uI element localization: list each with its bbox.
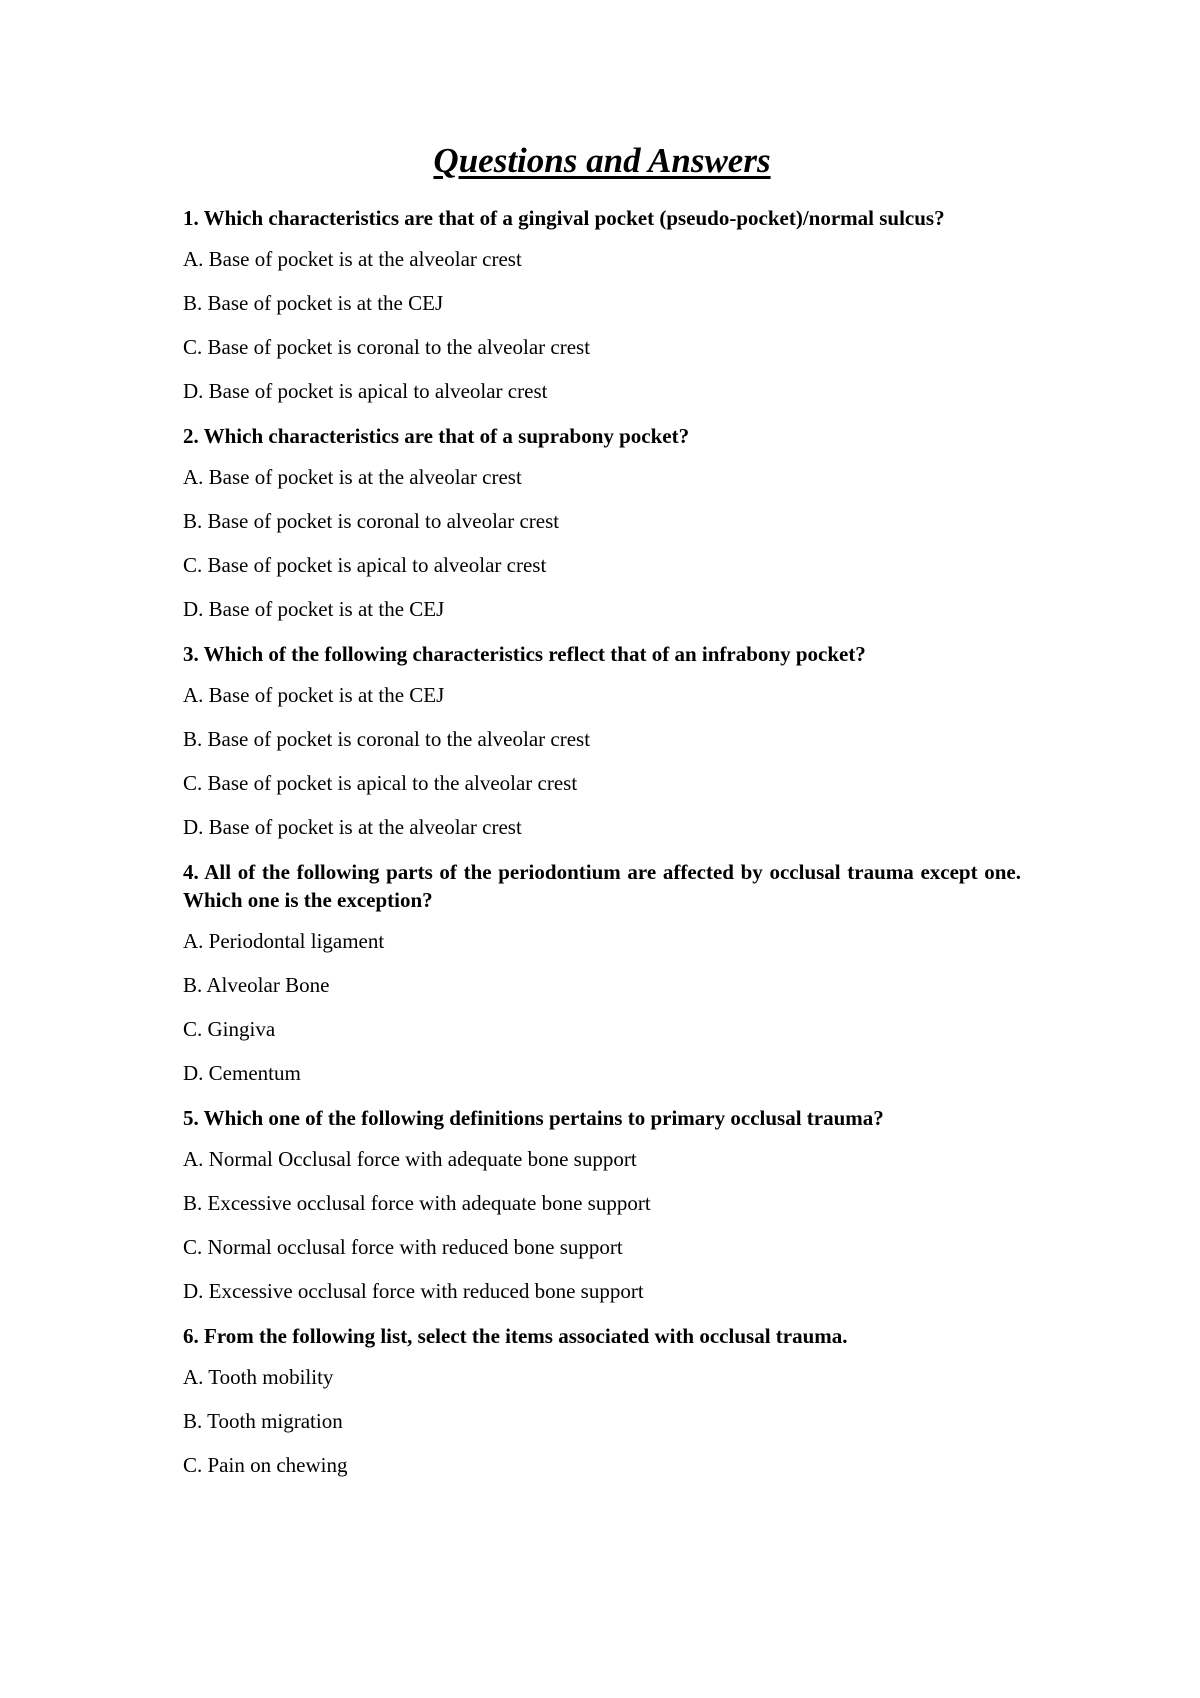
answer-option: A. Base of pocket is at the CEJ bbox=[183, 683, 445, 707]
question-text: 1. Which characteristics are that of a gingival pocket (pseudo-pocket)/normal sulcus? bbox=[183, 206, 945, 230]
answer-option: D. Base of pocket is at the CEJ bbox=[183, 597, 445, 621]
question-text: 6. From the following list, select the items associated with occlusal trauma. bbox=[183, 1324, 848, 1348]
answer-option: B. Base of pocket is coronal to alveolar crest bbox=[183, 509, 560, 533]
answer-option: B. Excessive occlusal force with adequate bone support bbox=[183, 1191, 651, 1215]
page-title: Questions and Answers bbox=[433, 141, 771, 180]
question-block-6 bbox=[183, 1322, 1021, 1478]
question-block-5 bbox=[183, 1104, 1021, 1304]
answer-option: D. Cementum bbox=[183, 1061, 301, 1085]
answer-option: C. Base of pocket is apical to the alveolar crest bbox=[183, 771, 578, 795]
answer-option: B. Alveolar Bone bbox=[183, 973, 330, 997]
answer-option: C. Base of pocket is apical to alveolar crest bbox=[183, 553, 547, 577]
answer-option: B. Base of pocket is at the CEJ bbox=[183, 291, 444, 315]
answer-option: A. Base of pocket is at the alveolar crest bbox=[183, 247, 522, 271]
answer-option: D. Excessive occlusal force with reduced bone support bbox=[183, 1279, 644, 1303]
answer-option: D. Base of pocket is apical to alveolar crest bbox=[183, 379, 548, 403]
question-text: 3. Which of the following characteristics reflect that of an infrabony pocket? bbox=[183, 642, 866, 666]
answer-option: B. Base of pocket is coronal to the alveolar crest bbox=[183, 727, 591, 751]
answer-option: B. Tooth migration bbox=[183, 1409, 343, 1433]
answer-option: C. Pain on chewing bbox=[183, 1453, 348, 1477]
answer-option: C. Gingiva bbox=[183, 1017, 276, 1041]
question-text: 2. Which characteristics are that of a suprabony pocket? bbox=[183, 424, 690, 448]
answer-option: A. Tooth mobility bbox=[183, 1365, 334, 1389]
question-block-2 bbox=[183, 422, 1021, 622]
question-block-4 bbox=[183, 858, 1021, 1086]
question-text: 4. All of the following parts of the periodontium are affected by occlusal trauma except one. Which one is the exception? bbox=[183, 860, 1021, 912]
answer-option: A. Normal Occlusal force with adequate bone support bbox=[183, 1147, 637, 1171]
document-page bbox=[183, 140, 1021, 1496]
answer-option: C. Normal occlusal force with reduced bone support bbox=[183, 1235, 623, 1259]
answer-option: D. Base of pocket is at the alveolar crest bbox=[183, 815, 522, 839]
question-text: 5. Which one of the following definitions pertains to primary occlusal trauma? bbox=[183, 1106, 884, 1130]
answer-option: A. Periodontal ligament bbox=[183, 929, 385, 953]
question-block-3 bbox=[183, 640, 1021, 840]
answer-option: C. Base of pocket is coronal to the alveolar crest bbox=[183, 335, 591, 359]
question-block-1 bbox=[183, 204, 1021, 404]
answer-option: A. Base of pocket is at the alveolar crest bbox=[183, 465, 522, 489]
